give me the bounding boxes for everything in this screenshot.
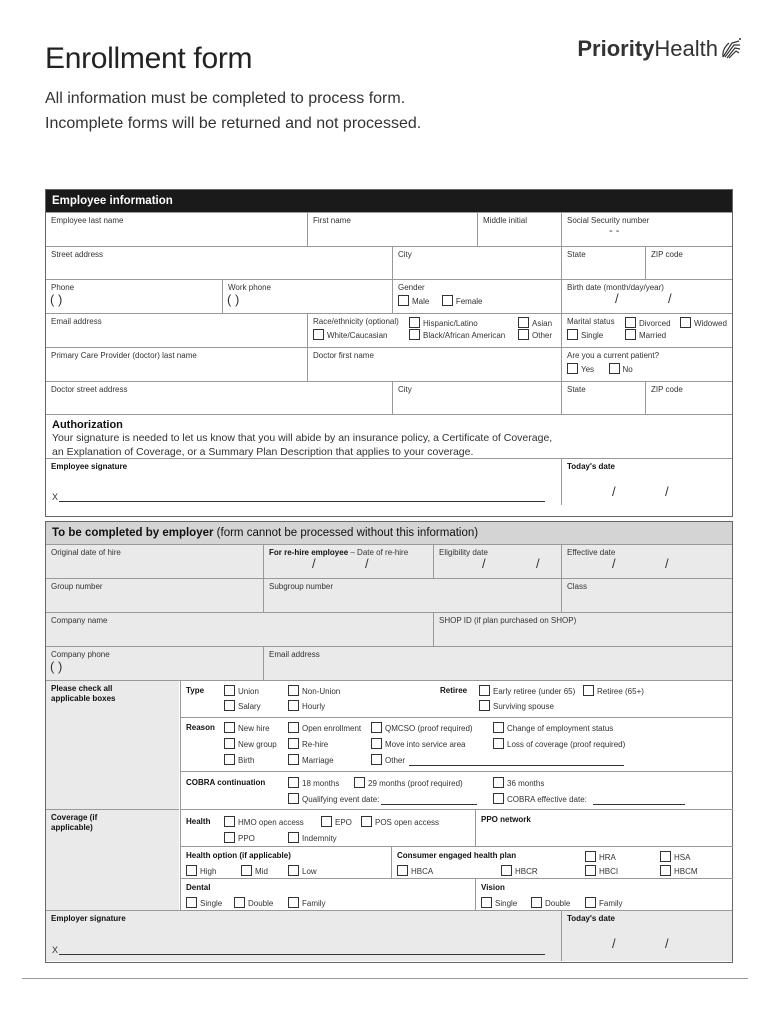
female-label: Female xyxy=(455,297,483,306)
single-checkbox[interactable] xyxy=(567,329,578,340)
date-slash: / xyxy=(312,556,316,571)
dental-single-label: Single xyxy=(200,899,223,908)
dental-label: Dental xyxy=(186,883,211,892)
loss-coverage-checkbox[interactable] xyxy=(493,738,504,749)
date-slash: / xyxy=(612,484,616,499)
cobra-29-checkbox[interactable] xyxy=(354,777,365,788)
subgroup-number-field[interactable]: Subgroup number xyxy=(263,579,561,612)
low-label: Low xyxy=(302,867,317,876)
hra-checkbox[interactable] xyxy=(585,851,596,862)
qualifying-event-label: Qualifying event date: xyxy=(302,795,380,804)
no-checkbox[interactable] xyxy=(609,363,620,374)
epo-checkbox[interactable] xyxy=(321,816,332,827)
doctor-state-field[interactable]: State xyxy=(561,382,645,414)
group-row xyxy=(46,578,732,612)
employer-signature-x: X xyxy=(52,945,59,955)
employer-signature-field[interactable] xyxy=(46,911,561,961)
signature-line xyxy=(59,501,545,502)
ppo-label: PPO xyxy=(238,834,255,843)
white-label: White/Caucasian xyxy=(327,331,388,340)
health-label: Health xyxy=(186,817,211,826)
current-patient-field: Are you a current patient? Yes No xyxy=(561,348,732,381)
ppo-network-label[interactable]: PPO network xyxy=(481,815,531,824)
early-retiree-label: Early retiree (under 65) xyxy=(493,687,576,696)
birth-label: Birth xyxy=(238,756,255,765)
date-slash: / xyxy=(612,556,616,571)
authorization-title: Authorization xyxy=(52,419,123,431)
employer-signature-line xyxy=(59,954,545,955)
cobra-effective-checkbox[interactable] xyxy=(493,793,504,804)
vision-single-checkbox[interactable] xyxy=(481,897,492,908)
options-block xyxy=(46,680,732,910)
dental-single-checkbox[interactable] xyxy=(186,897,197,908)
open-enrollment-label: Open enrollment xyxy=(302,724,362,733)
gender-field: Gender Male Female xyxy=(392,280,561,313)
qmcso-checkbox[interactable] xyxy=(371,722,382,733)
high-checkbox[interactable] xyxy=(186,865,197,876)
early-retiree-checkbox[interactable] xyxy=(479,685,490,696)
retiree-label: Retiree xyxy=(440,686,468,695)
widowed-checkbox[interactable] xyxy=(680,317,691,328)
divorced-label: Divorced xyxy=(639,319,671,328)
phone-parens: ( ) xyxy=(50,292,63,307)
company-phone-parens: ( ) xyxy=(50,659,63,674)
cobra-18-checkbox[interactable] xyxy=(288,777,299,788)
employer-today-date-field[interactable] xyxy=(561,911,732,961)
other-race-label: Other xyxy=(532,331,553,340)
coverage-label-cell xyxy=(46,809,179,910)
company-contact-row xyxy=(46,646,732,680)
footer-rule xyxy=(22,978,748,979)
middle-initial-field[interactable]: Middle initial xyxy=(477,213,561,246)
asian-checkbox[interactable] xyxy=(518,317,529,328)
ssn-dashes: - - xyxy=(609,225,620,237)
married-checkbox[interactable] xyxy=(625,329,636,340)
union-label: Union xyxy=(238,687,259,696)
hbcm-checkbox[interactable] xyxy=(660,865,671,876)
indemnity-label: Indemnity xyxy=(302,834,337,843)
salary-label: Salary xyxy=(238,702,261,711)
phone-row xyxy=(46,279,732,313)
retiree65-label: Retiree (65+) xyxy=(597,687,644,696)
dental-vision-row xyxy=(180,878,733,911)
divorced-checkbox[interactable] xyxy=(625,317,636,328)
pos-label: POS open access xyxy=(375,818,440,827)
salary-checkbox[interactable] xyxy=(224,700,235,711)
new-group-checkbox[interactable] xyxy=(224,738,235,749)
doctor-zip-field[interactable]: ZIP code xyxy=(645,382,732,414)
vision-family-label: Family xyxy=(599,899,623,908)
type-row xyxy=(180,681,733,717)
low-checkbox[interactable] xyxy=(288,865,299,876)
hbcr-label: HBCR xyxy=(515,867,538,876)
cobra-36-checkbox[interactable] xyxy=(493,777,504,788)
employee-signature-field[interactable] xyxy=(46,459,561,505)
instruction-line-2: Incomplete forms will be returned and not processed. xyxy=(45,115,422,132)
mid-checkbox[interactable] xyxy=(241,865,252,876)
cobra-29-label: 29 months (proof required) xyxy=(368,779,463,788)
hourly-label: Hourly xyxy=(302,702,326,711)
date-slash: / xyxy=(482,556,486,571)
email-field[interactable]: Email address xyxy=(51,317,102,326)
pcp-last-name-field[interactable]: Primary Care Provider (doctor) last name xyxy=(51,351,197,360)
single-label: Single xyxy=(581,331,604,340)
no-label: No xyxy=(622,365,633,374)
hispanic-label: Hispanic/Latino xyxy=(423,319,478,328)
company-email-field[interactable]: Email address xyxy=(263,647,732,680)
hbci-checkbox[interactable] xyxy=(585,865,596,876)
cobra-label: COBRA continuation xyxy=(186,778,266,787)
page-title: Enrollment form xyxy=(45,42,253,75)
other-reason-label: Other xyxy=(385,756,406,765)
date-slash: / xyxy=(668,291,672,306)
doctor-first-name-field[interactable]: Doctor first name xyxy=(307,348,561,381)
hourly-checkbox[interactable] xyxy=(288,700,299,711)
shop-id-field[interactable]: SHOP ID (if plan purchased on SHOP) xyxy=(433,613,732,646)
hire-dates-row xyxy=(46,544,732,578)
dental-family-checkbox[interactable] xyxy=(288,897,299,908)
health-option-row xyxy=(180,846,733,879)
address-row xyxy=(46,246,732,279)
company-name-field[interactable]: Company name xyxy=(46,613,433,646)
type-label: Type xyxy=(186,686,205,695)
employee-signature-row xyxy=(46,458,732,505)
vision-family-checkbox[interactable] xyxy=(585,897,596,908)
email-race-row xyxy=(46,313,732,347)
company-phone-field[interactable]: Company phone ( ) xyxy=(46,647,263,680)
vision-divider xyxy=(475,879,476,911)
employer-todays-date-label: Today's date xyxy=(567,914,615,923)
class-field[interactable]: Class xyxy=(561,579,732,612)
dental-family-label: Family xyxy=(302,899,326,908)
hra-label: HRA xyxy=(599,853,616,862)
birth-checkbox[interactable] xyxy=(224,754,235,765)
male-checkbox[interactable] xyxy=(398,295,409,306)
signature-x: X xyxy=(52,492,59,502)
first-name-field[interactable]: First name xyxy=(307,213,477,246)
hsa-checkbox[interactable] xyxy=(660,851,671,862)
date-slash: / xyxy=(665,936,669,951)
authorization-text-1: Your signature is needed to let us know that you will abide by an insurance policy, a Certificate of Coverage, xyxy=(52,432,553,444)
doctor-street-field[interactable]: Doctor street address xyxy=(51,385,128,394)
hbcm-label: HBCM xyxy=(674,867,698,876)
other-reason-checkbox[interactable] xyxy=(371,754,382,765)
date-slash: / xyxy=(536,556,540,571)
reason-row xyxy=(180,717,733,772)
logo-leaf-icon xyxy=(720,37,742,61)
new-group-label: New group xyxy=(238,740,277,749)
surviving-spouse-checkbox[interactable] xyxy=(479,700,490,711)
hmo-checkbox[interactable] xyxy=(224,816,235,827)
state-field[interactable]: State xyxy=(561,247,645,279)
change-employment-checkbox[interactable] xyxy=(493,722,504,733)
dental-double-label: Double xyxy=(248,899,274,908)
union-checkbox[interactable] xyxy=(224,685,235,696)
employee-signature-label: Employee signature xyxy=(51,462,128,471)
employer-section-title: To be completed by employer (form cannot be processed without this information) xyxy=(46,522,732,544)
rehire-checkbox[interactable] xyxy=(288,738,299,749)
authorization-text-2: an Explanation of Coverage, or a Summary Plan Description that applies to your coverage. xyxy=(52,446,474,458)
loss-coverage-label: Loss of coverage (proof required) xyxy=(507,740,626,749)
coverage-label: Coverage (if applicable) xyxy=(51,813,98,832)
mid-label: Mid xyxy=(255,867,268,876)
ssn-field[interactable]: Social Security number - - xyxy=(561,213,732,246)
ppo-network-divider xyxy=(475,810,476,847)
qualifying-event-checkbox[interactable] xyxy=(288,793,299,804)
eligibility-date-field[interactable]: Eligibility date / / xyxy=(433,545,561,578)
qmcso-label: QMCSO (proof required) xyxy=(385,724,473,733)
qualifying-event-line[interactable] xyxy=(381,804,477,805)
epo-label: EPO xyxy=(335,818,352,827)
cobra-36-label: 36 months xyxy=(507,779,545,788)
hsa-label: HSA xyxy=(674,853,691,862)
instruction-line-1: All information must be completed to process form. xyxy=(45,90,406,107)
city-field[interactable]: City xyxy=(392,247,561,279)
section-title: Employee information xyxy=(46,190,732,212)
consumer-divider xyxy=(391,847,392,879)
move-label: Move into service area xyxy=(385,740,466,749)
hbca-label: HBCA xyxy=(411,867,434,876)
effective-date-field[interactable]: Effective date / / xyxy=(561,545,732,578)
open-enrollment-checkbox[interactable] xyxy=(288,722,299,733)
date-slash: / xyxy=(665,556,669,571)
vision-double-label: Double xyxy=(545,899,571,908)
employee-today-date-field[interactable] xyxy=(561,459,732,505)
authorization-block xyxy=(46,414,732,458)
reason-label: Reason xyxy=(186,723,215,732)
vision-single-label: Single xyxy=(495,899,518,908)
doctor-address-row xyxy=(46,381,732,414)
change-employment-label: Change of employment status xyxy=(507,724,614,733)
female-checkbox[interactable] xyxy=(442,295,453,306)
doctor-city-field[interactable]: City xyxy=(392,382,561,414)
new-hire-checkbox[interactable] xyxy=(224,722,235,733)
cobra-effective-label: COBRA effective date: xyxy=(507,795,587,804)
rehire-label: Re-hire xyxy=(302,740,329,749)
birth-date-field[interactable]: Birth date (month/day/year) / / xyxy=(561,280,732,313)
original-hire-date-field[interactable]: Original date of hire xyxy=(46,545,263,578)
male-label: Male xyxy=(412,297,430,306)
surviving-spouse-label: Surviving spouse xyxy=(493,702,554,711)
indemnity-checkbox[interactable] xyxy=(288,832,299,843)
retiree65-checkbox[interactable] xyxy=(583,685,594,696)
health-row xyxy=(180,809,733,847)
date-slash: / xyxy=(612,936,616,951)
cobra-row xyxy=(180,771,733,810)
date-slash: / xyxy=(365,556,369,571)
cobra-effective-line[interactable] xyxy=(593,804,685,805)
last-name-field[interactable]: Employee last name xyxy=(51,216,124,225)
black-label: Black/African American xyxy=(423,331,506,340)
white-checkbox[interactable] xyxy=(313,329,324,340)
nonunion-label: Non-Union xyxy=(302,687,341,696)
yes-checkbox[interactable] xyxy=(567,363,578,374)
consumer-label: Consumer engaged health plan xyxy=(397,851,517,860)
date-slash: / xyxy=(665,484,669,499)
health-option-label: Health option (if applicable) xyxy=(186,851,291,860)
other-race-checkbox[interactable] xyxy=(518,329,529,340)
pos-checkbox[interactable] xyxy=(361,816,372,827)
priority-health-logo: Priority Health xyxy=(577,36,742,62)
rehire-date-field[interactable]: For re-hire employee – Date of re-hire / / xyxy=(263,545,433,578)
employer-signature-label: Employer signature xyxy=(51,914,126,923)
widowed-label: Widowed xyxy=(694,319,727,328)
check-all-label: Please check all applicable boxes xyxy=(51,684,116,703)
zip-field[interactable]: ZIP code xyxy=(645,247,732,279)
employee-information-section xyxy=(45,189,733,517)
group-number-field[interactable]: Group number xyxy=(46,579,263,612)
married-label: Married xyxy=(639,331,667,340)
vision-double-checkbox[interactable] xyxy=(531,897,542,908)
work-phone-field[interactable]: Work phone ( ) xyxy=(222,280,392,313)
marriage-checkbox[interactable] xyxy=(288,754,299,765)
marriage-label: Marriage xyxy=(302,756,334,765)
marital-status-field xyxy=(561,314,732,347)
work-phone-parens: ( ) xyxy=(227,292,240,307)
marital-label: Marital status xyxy=(567,317,615,326)
date-slash: / xyxy=(615,291,619,306)
race-label: Race/ethnicity (optional) xyxy=(313,317,399,326)
black-checkbox[interactable] xyxy=(409,329,420,340)
check-all-label-cell xyxy=(46,681,179,809)
street-address-field[interactable]: Street address xyxy=(51,250,104,259)
name-row xyxy=(46,212,732,246)
hbca-checkbox[interactable] xyxy=(397,865,408,876)
employer-section xyxy=(45,521,733,963)
asian-label: Asian xyxy=(532,319,553,328)
phone-field[interactable]: Phone ( ) xyxy=(50,283,75,307)
employer-signature-row xyxy=(46,910,732,961)
high-label: High xyxy=(200,867,217,876)
yes-label: Yes xyxy=(581,365,595,374)
nonunion-checkbox[interactable] xyxy=(288,685,299,696)
vision-label: Vision xyxy=(481,883,505,892)
doctor-row xyxy=(46,347,732,381)
hispanic-checkbox[interactable] xyxy=(409,317,420,328)
todays-date-label: Today's date xyxy=(567,462,615,471)
hbci-label: HBCI xyxy=(599,867,619,876)
move-checkbox[interactable] xyxy=(371,738,382,749)
other-reason-line[interactable] xyxy=(409,765,624,766)
race-field xyxy=(307,314,561,347)
new-hire-label: New hire xyxy=(238,724,270,733)
dental-double-checkbox[interactable] xyxy=(234,897,245,908)
cobra-18-label: 18 months xyxy=(302,779,340,788)
hmo-label: HMO open access xyxy=(238,818,304,827)
company-row xyxy=(46,612,732,646)
hbcr-checkbox[interactable] xyxy=(501,865,512,876)
ppo-checkbox[interactable] xyxy=(224,832,235,843)
